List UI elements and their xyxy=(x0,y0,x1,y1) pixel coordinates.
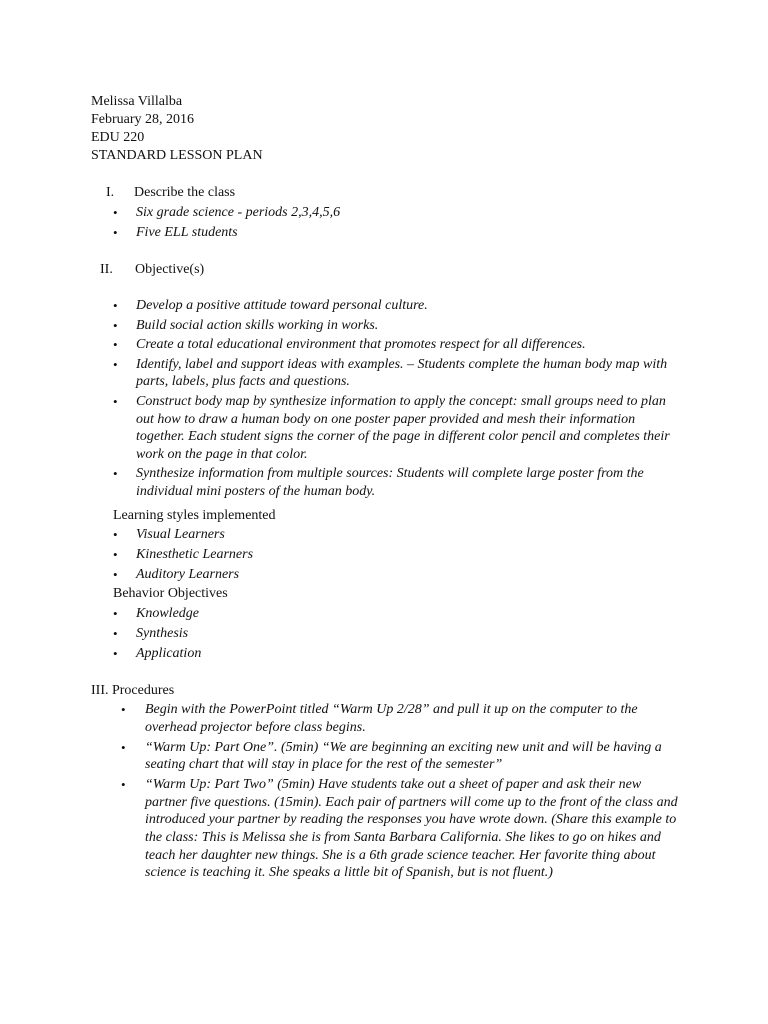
list-item: • Identify, label and support ideas with examples. – Students complete the human body map with parts, labels, plus facts and questions. xyxy=(113,356,668,390)
list-item: • Synthesize information from multiple sources: Students will complete large poster from the individual mini posters of the human body. xyxy=(113,466,644,499)
behavior-objectives-heading: Behavior Objectives xyxy=(113,586,228,601)
document-header xyxy=(91,93,263,165)
bullet-icon: • xyxy=(113,298,118,313)
course-code: EDU 220 xyxy=(91,130,145,145)
list-item: • Begin with the PowerPoint titled “Warm Up 2/28” and pull it up on the computer to the overhead projector before class begins. xyxy=(121,702,638,735)
list-item: • Develop a positive attitude toward personal culture. xyxy=(113,298,428,313)
bullet-icon: • xyxy=(113,645,118,661)
bullet-icon: • xyxy=(113,546,118,562)
procedures-list xyxy=(121,701,678,882)
section-1-title: Describe the class xyxy=(134,185,236,200)
list-item: • Five ELL students xyxy=(113,224,238,240)
bullet-icon: • xyxy=(113,606,118,621)
bullet-icon: • xyxy=(113,625,118,641)
bullet-icon: • xyxy=(113,527,118,542)
list-item: • Six grade science - periods 2,3,4,5,6 xyxy=(113,205,341,220)
list-item: • Application xyxy=(113,645,202,661)
list-item: • Construct body map by synthesize information to apply the concept: small groups need to plan out how to draw a human body on one poster paper provided and mesh their information together. Each student signs the corner of the page in different color pencil and completes their work on the page in that color. xyxy=(113,393,670,462)
document-title: STANDARD LESSON PLAN xyxy=(91,148,263,163)
list-item: • Create a total educational environment that promotes respect for all differences. xyxy=(113,337,586,353)
bullet-icon: • xyxy=(121,777,126,793)
list-item: • Synthesis xyxy=(113,625,189,641)
list-item: • Knowledge xyxy=(113,606,199,621)
list-item: • Build social action skills working in works. xyxy=(113,317,379,333)
learning-styles-list xyxy=(113,526,613,584)
bullet-icon: • xyxy=(113,566,118,582)
bullet-icon: • xyxy=(113,224,118,240)
bullet-icon: • xyxy=(113,205,118,220)
section-2-number: II. xyxy=(100,262,113,277)
list-item: • Kinesthetic Learners xyxy=(113,546,254,562)
bullet-icon: • xyxy=(121,702,126,717)
bullet-icon: • xyxy=(121,739,126,755)
bullet-icon: • xyxy=(113,356,118,372)
class-description-list xyxy=(113,204,673,241)
behavior-objectives-list xyxy=(113,605,613,663)
bullet-icon: • xyxy=(113,317,118,333)
section-1-number: I. xyxy=(106,185,115,200)
section-3-heading: III. Procedures xyxy=(91,683,175,698)
document-date: February 28, 2016 xyxy=(91,112,195,127)
list-item: • “Warm Up: Part Two” (5min) Have students take out a sheet of paper and ask their new partner five questions. (15min). Each pair of partners will come up to the front of the class and introduced your partner by reading the responses you have wrote down. (Share this example to the class: This is Melissa she is from Santa Barbara California. She likes to go on hikes and teach her daughter new things. She is a 6th grade science teacher. Her favorite thing about science is teaching it. She speaks a little bit of Spanish, but is not fluent.) xyxy=(121,777,678,881)
learning-styles-heading: Learning styles implemented xyxy=(113,508,276,523)
author-name: Melissa Villalba xyxy=(91,94,183,109)
list-item: • Visual Learners xyxy=(113,527,225,542)
bullet-icon: • xyxy=(113,393,118,409)
objectives-list xyxy=(113,297,678,501)
bullet-icon: • xyxy=(113,466,118,482)
bullet-icon: • xyxy=(113,337,118,353)
list-item: • “Warm Up: Part One”. (5min) “We are beginning an exciting new unit and will be having a seating chart that will stay in place for the rest of the semester” xyxy=(121,739,662,773)
list-item: • Auditory Learners xyxy=(113,566,240,582)
section-2-title: Objective(s) xyxy=(135,262,205,277)
